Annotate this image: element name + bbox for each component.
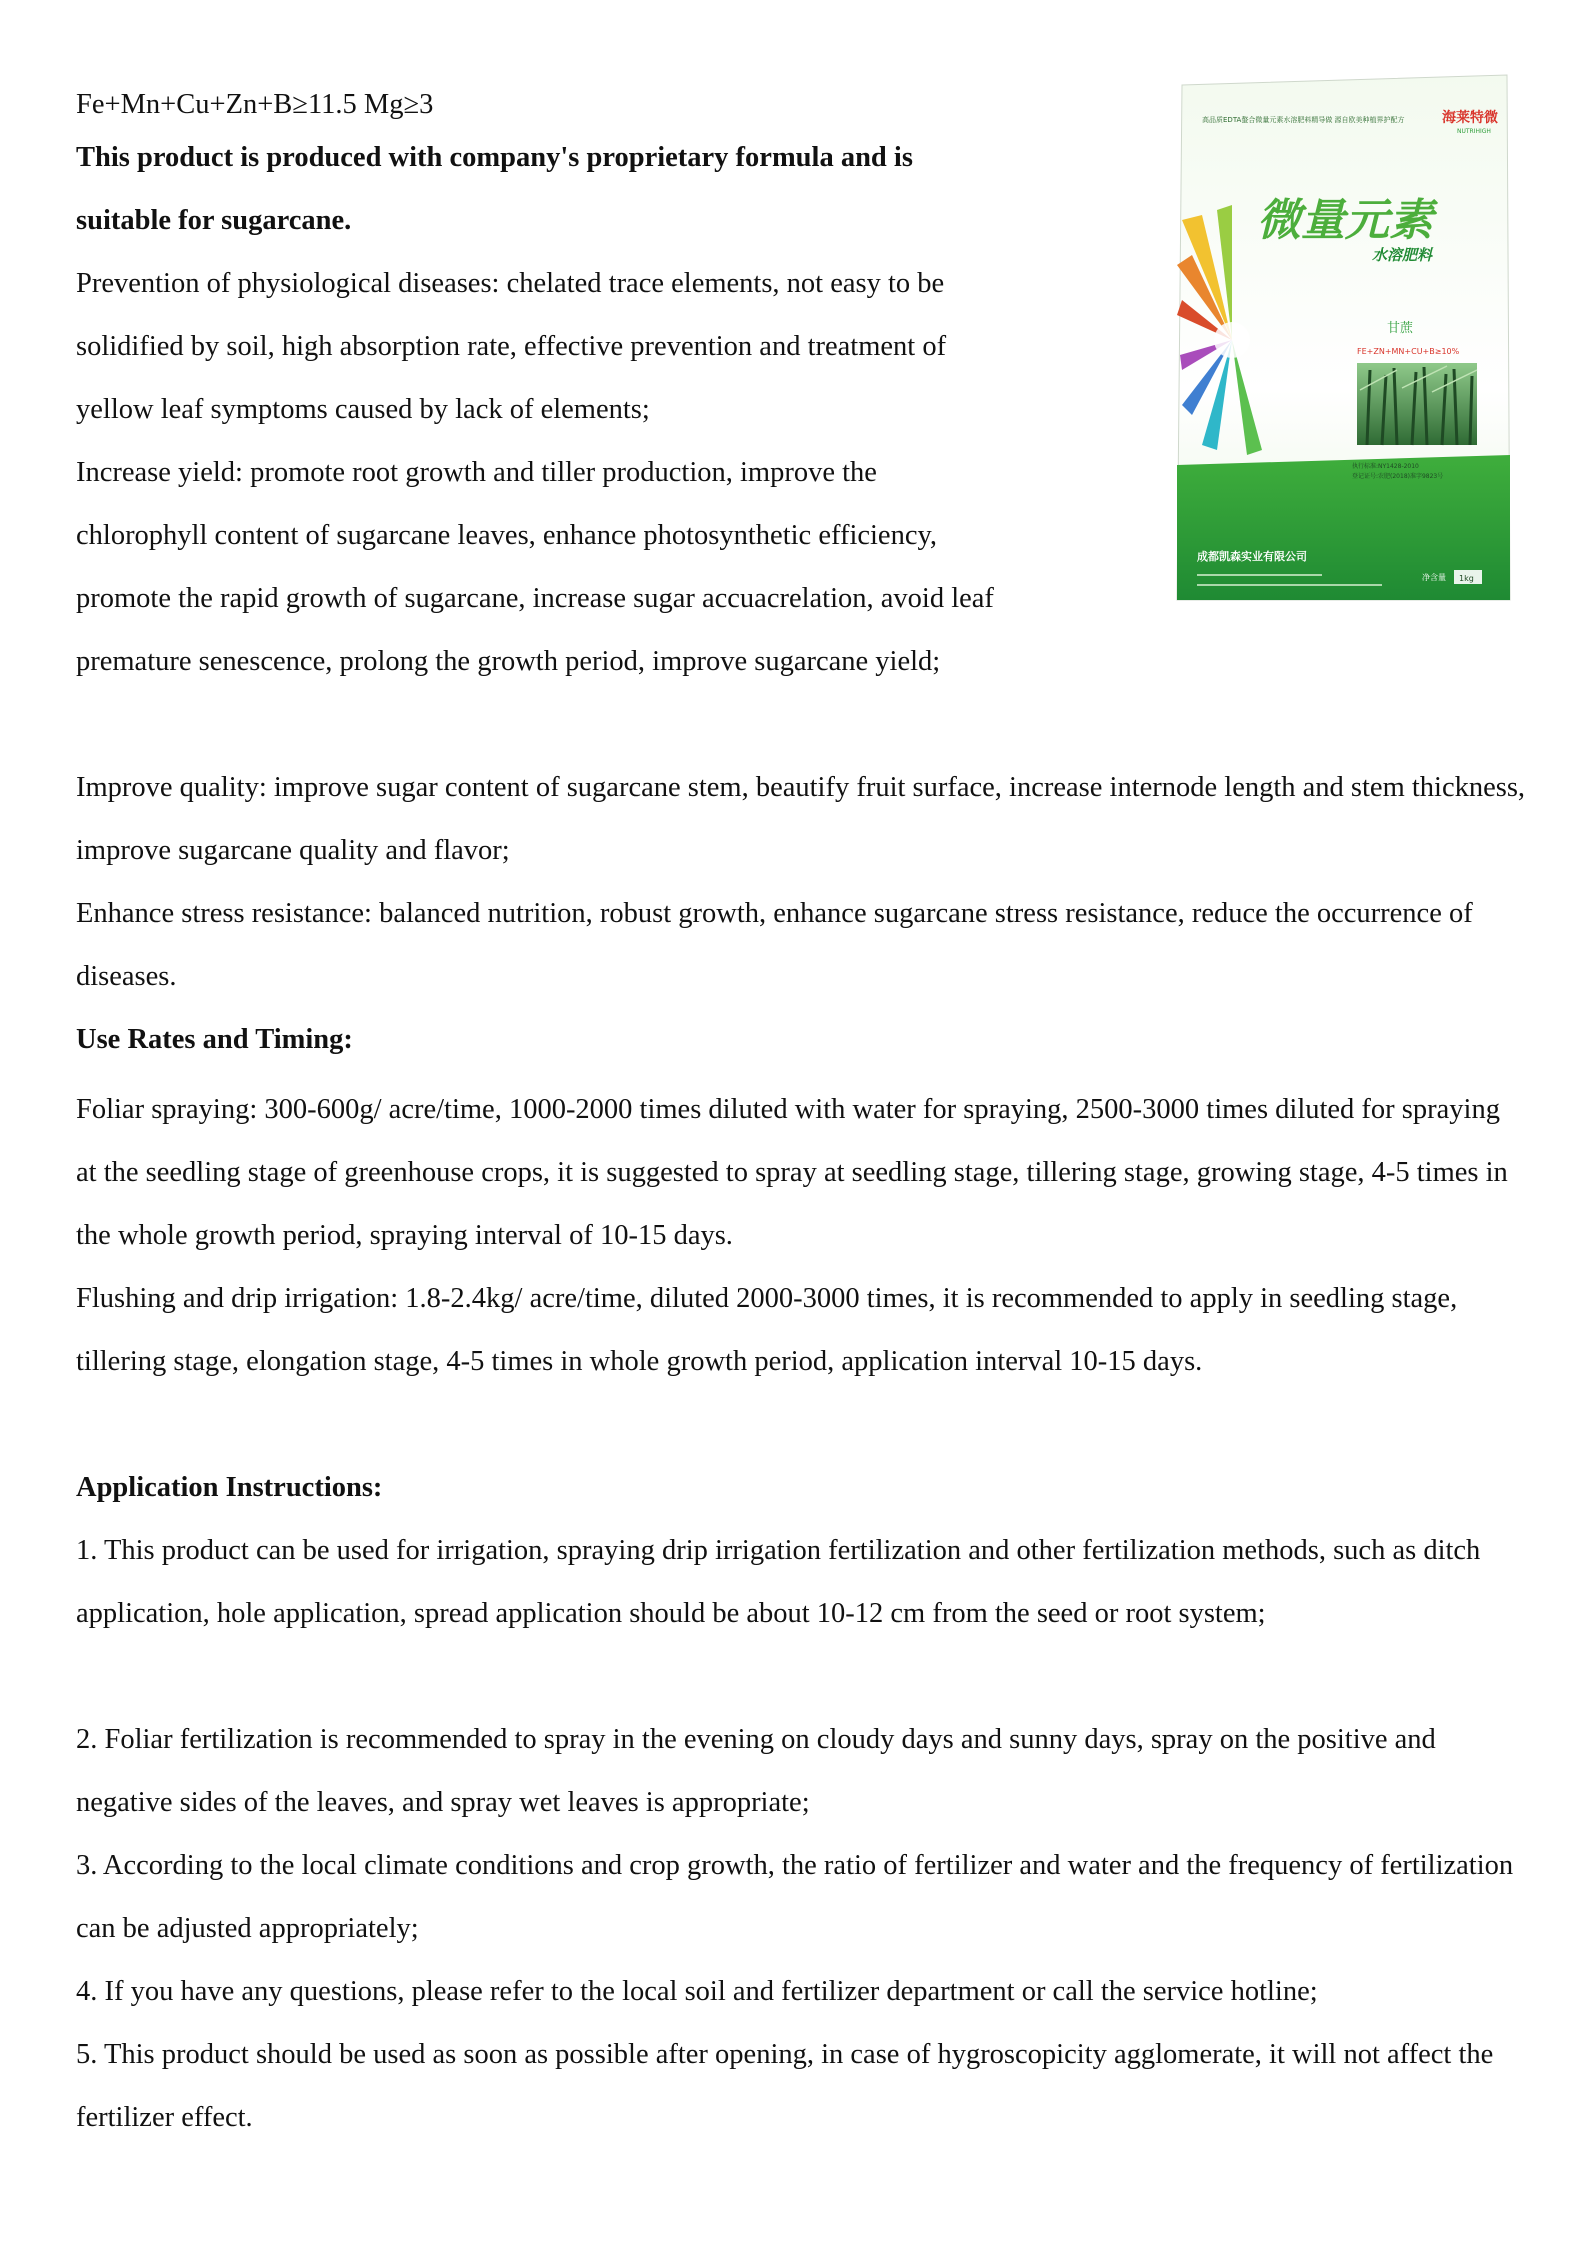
spec-line: Fe+Mn+Cu+Zn+B≥11.5 Mg≥3 <box>76 89 434 120</box>
use-foliar-spraying: Foliar spraying: 300-600g/ acre/time, 1000-2000 times diluted with water for spraying, 2500-3000 times diluted for spraying at the seedling stage of greenhouse crops, it is suggested to spray at seedling stage, tillering stage, growing stage, 4-5 times in the whole growth period, spraying interval of 10-15 days. <box>76 1094 1508 1251</box>
use-rates-heading: Use Rates and Timing: <box>76 1024 353 1055</box>
bag-main-title: 微量元素 <box>1257 195 1433 246</box>
net-weight-value: 1kg <box>1459 574 1474 583</box>
standard-text: 执行标准:NY1428-2010 <box>1352 463 1419 470</box>
sugarcane-photo <box>1357 363 1477 445</box>
application-item-2: 2. Foliar fertilization is recommended to spray in the evening on cloudy days and sunny days, spray on the positive and negative sides of the leaves, and spray wet leaves is appropriate; <box>76 1724 1436 1818</box>
company-name: 成都凯森实业有限公司 <box>1197 550 1307 563</box>
net-weight-label: 净含量 <box>1422 573 1446 582</box>
crop-label: 甘蔗 <box>1387 321 1414 336</box>
brand-name: 海莱特微 <box>1442 110 1498 126</box>
brand-latin: NUTRIHIGH <box>1457 128 1491 135</box>
application-heading: Application Instructions: <box>76 1472 383 1503</box>
content-label: FE+ZN+MN+CU+B≥10% <box>1357 347 1460 356</box>
application-item-3: 3. According to the local climate conditions and crop growth, the ratio of fertilizer and water and the frequency of fertilization can be adjusted appropriately; <box>76 1850 1514 1944</box>
benefit-yield: Increase yield: promote root growth and tiller production, improve the chlorophyll content of sugarcane leaves, enhance photosynthetic efficiency, promote the rapid growth of sugarcane, increase sugar accuacrelation, avoid leaf premature senescence, prolong the growth period, improve sugarcane yield; <box>76 457 994 677</box>
benefit-quality: Improve quality: improve sugar content of sugarcane stem, beautify fruit surface, increase internode length and stem thickness, improve sugarcane quality and flavor; <box>76 772 1526 866</box>
bag-sub-title: 水溶肥料 <box>1372 246 1433 264</box>
benefit-prevention: Prevention of physiological diseases: chelated trace elements, not easy to be solidified by soil, high absorption rate, effective prevention and treatment of yellow leaf symptoms caused by lack of elements; <box>76 268 947 425</box>
registration-text: 登记证号:农肥(2018)准字9823号 <box>1352 473 1444 480</box>
use-drip-irrigation: Flushing and drip irrigation: 1.8-2.4kg/ acre/time, diluted 2000-3000 times, it is recommended to apply in seedling stage, tillering stage, elongation stage, 4-5 times in whole growth period, application interval 10-15 days. <box>76 1283 1458 1377</box>
application-item-1: 1. This product can be used for irrigation, spraying drip irrigation fertilization and other fertilization methods, such as ditch application, hole application, spread application should be about 10-12 cm from the seed or root system; <box>76 1535 1481 1629</box>
benefit-stress: Enhance stress resistance: balanced nutrition, robust growth, enhance sugarcane stress resistance, reduce the occurrence of diseases. <box>76 898 1473 992</box>
product-package-image <box>1172 70 1517 605</box>
application-item-4: 4. If you have any questions, please refer to the local soil and fertilizer department or call the service hotline; <box>76 1976 1318 2007</box>
application-item-5: 5. This product should be used as soon as possible after opening, in case of hygroscopicity agglomerate, it will not affect the fertilizer effect. <box>76 2039 1494 2133</box>
bag-top-text: 高品质EDTA螯合微量元素水溶肥料精导做 源自欧美种植界护配方 <box>1202 116 1405 124</box>
intro-statement: This product is produced with company's proprietary formula and is suitable for sugarcane. <box>76 142 913 236</box>
